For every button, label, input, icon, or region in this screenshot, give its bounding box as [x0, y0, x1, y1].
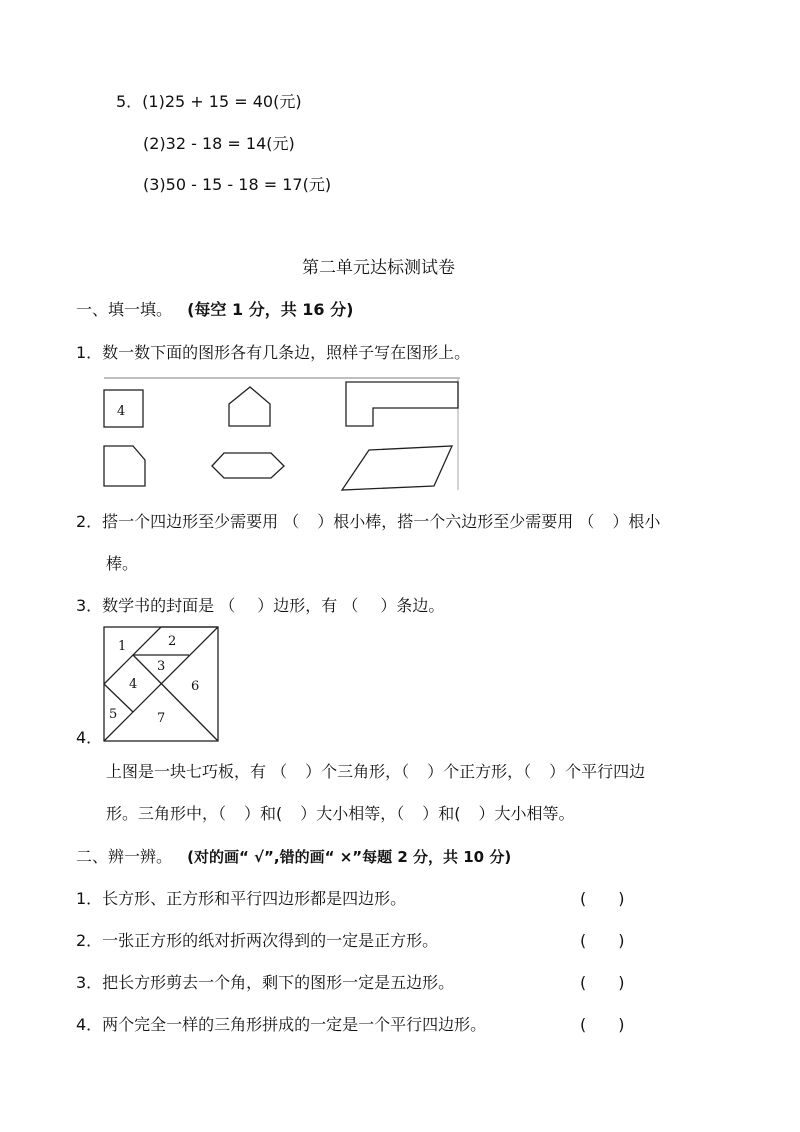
q3-part-c: ）条边。	[380, 596, 445, 615]
judge-item-4: 4．两个完全一样的三角形拼成的一定是一个平行四边形。	[76, 1015, 487, 1034]
q4-part-a: 上图是一块七巧板，有 （	[106, 762, 288, 781]
q2-part-c: ）根小	[612, 512, 661, 531]
square-sample-number: 4	[117, 404, 126, 419]
question-1-4-line-2	[106, 806, 575, 822]
judge-paren-2: ( )	[580, 931, 625, 950]
judge-paren-1: ( )	[580, 889, 625, 908]
section2-heading	[76, 849, 511, 865]
parallelogram-shape	[342, 446, 452, 490]
section2-score: (对的画“ √”,错的画“ ×”每题 2 分，共 10 分)	[187, 848, 512, 866]
q2-part-b: ）根小棒，搭一个六边形至少需要用 （	[317, 512, 595, 531]
section1-heading	[76, 302, 353, 318]
question-1-1: 1．数一数下面的图形各有几条边，照样子写在图形上。	[76, 343, 471, 362]
q4-part-d: ）个平行四边	[549, 762, 646, 781]
answer-line-2: (2)32 - 18 = 14(元)	[143, 134, 295, 153]
q4-part-e: 形。三角形中，（	[106, 804, 227, 823]
shapes-figure	[100, 378, 460, 493]
question-1-4-number: 4．	[76, 728, 103, 747]
q3-part-b: ）边形，有 （	[257, 596, 359, 615]
tangram-label-2: 2	[168, 634, 177, 649]
judge-item-2: 2．一张正方形的纸对折两次得到的一定是正方形。	[76, 931, 439, 950]
q2-part-a: 2．搭一个四边形至少需要用 （	[76, 512, 300, 531]
tangram-label-7: 7	[157, 711, 166, 726]
page-title: 第二单元达标测试卷	[302, 258, 455, 278]
answer-line-3: (3)50 - 15 - 18 = 17(元)	[143, 175, 332, 194]
tangram-label-1: 1	[118, 639, 127, 654]
hexagon-shape	[212, 453, 284, 478]
q4-part-f: ）和(	[244, 804, 283, 823]
q4-part-h: ）和(	[422, 804, 461, 823]
answer-line-1: 5．(1)25 + 15 = 40(元)	[116, 92, 302, 111]
judge-item-1: 1．长方形、正方形和平行四边形都是四边形。	[76, 889, 407, 908]
judge-paren-4: ( )	[580, 1015, 625, 1034]
tangram-label-5: 5	[109, 707, 118, 722]
question-1-3	[76, 598, 444, 614]
tangram-label-3: 3	[157, 659, 166, 674]
q4-part-c: ）个正方形，（	[427, 762, 532, 781]
section1-score: (每空 1 分，共 16 分)	[187, 300, 354, 319]
question-1-4-line-1	[106, 764, 645, 780]
q4-part-i: ）大小相等。	[478, 804, 575, 823]
l-hexagon-shape	[346, 382, 458, 426]
judge-paren-3: ( )	[580, 973, 625, 992]
pentagon-shape	[229, 387, 270, 426]
tangram-label-4: 4	[129, 677, 138, 692]
q3-part-a: 3．数学书的封面是 （	[76, 596, 236, 615]
q2-part-d: 棒。	[106, 554, 139, 573]
q4-part-b: ）个三角形，（	[305, 762, 410, 781]
tangram-label-6: 6	[191, 679, 200, 694]
section2-heading-text: 二、辨一辨。	[76, 847, 173, 866]
q4-part-g: ）大小相等，（	[300, 804, 405, 823]
judge-item-3: 3．把长方形剪去一个角，剩下的图形一定是五边形。	[76, 973, 455, 992]
section1-heading-text: 一、填一填。	[76, 300, 173, 319]
tangram-diagonal-2	[133, 655, 218, 741]
tangram-figure	[103, 626, 221, 744]
question-1-2	[76, 514, 660, 530]
pentagon-cut-square-shape	[104, 446, 145, 486]
